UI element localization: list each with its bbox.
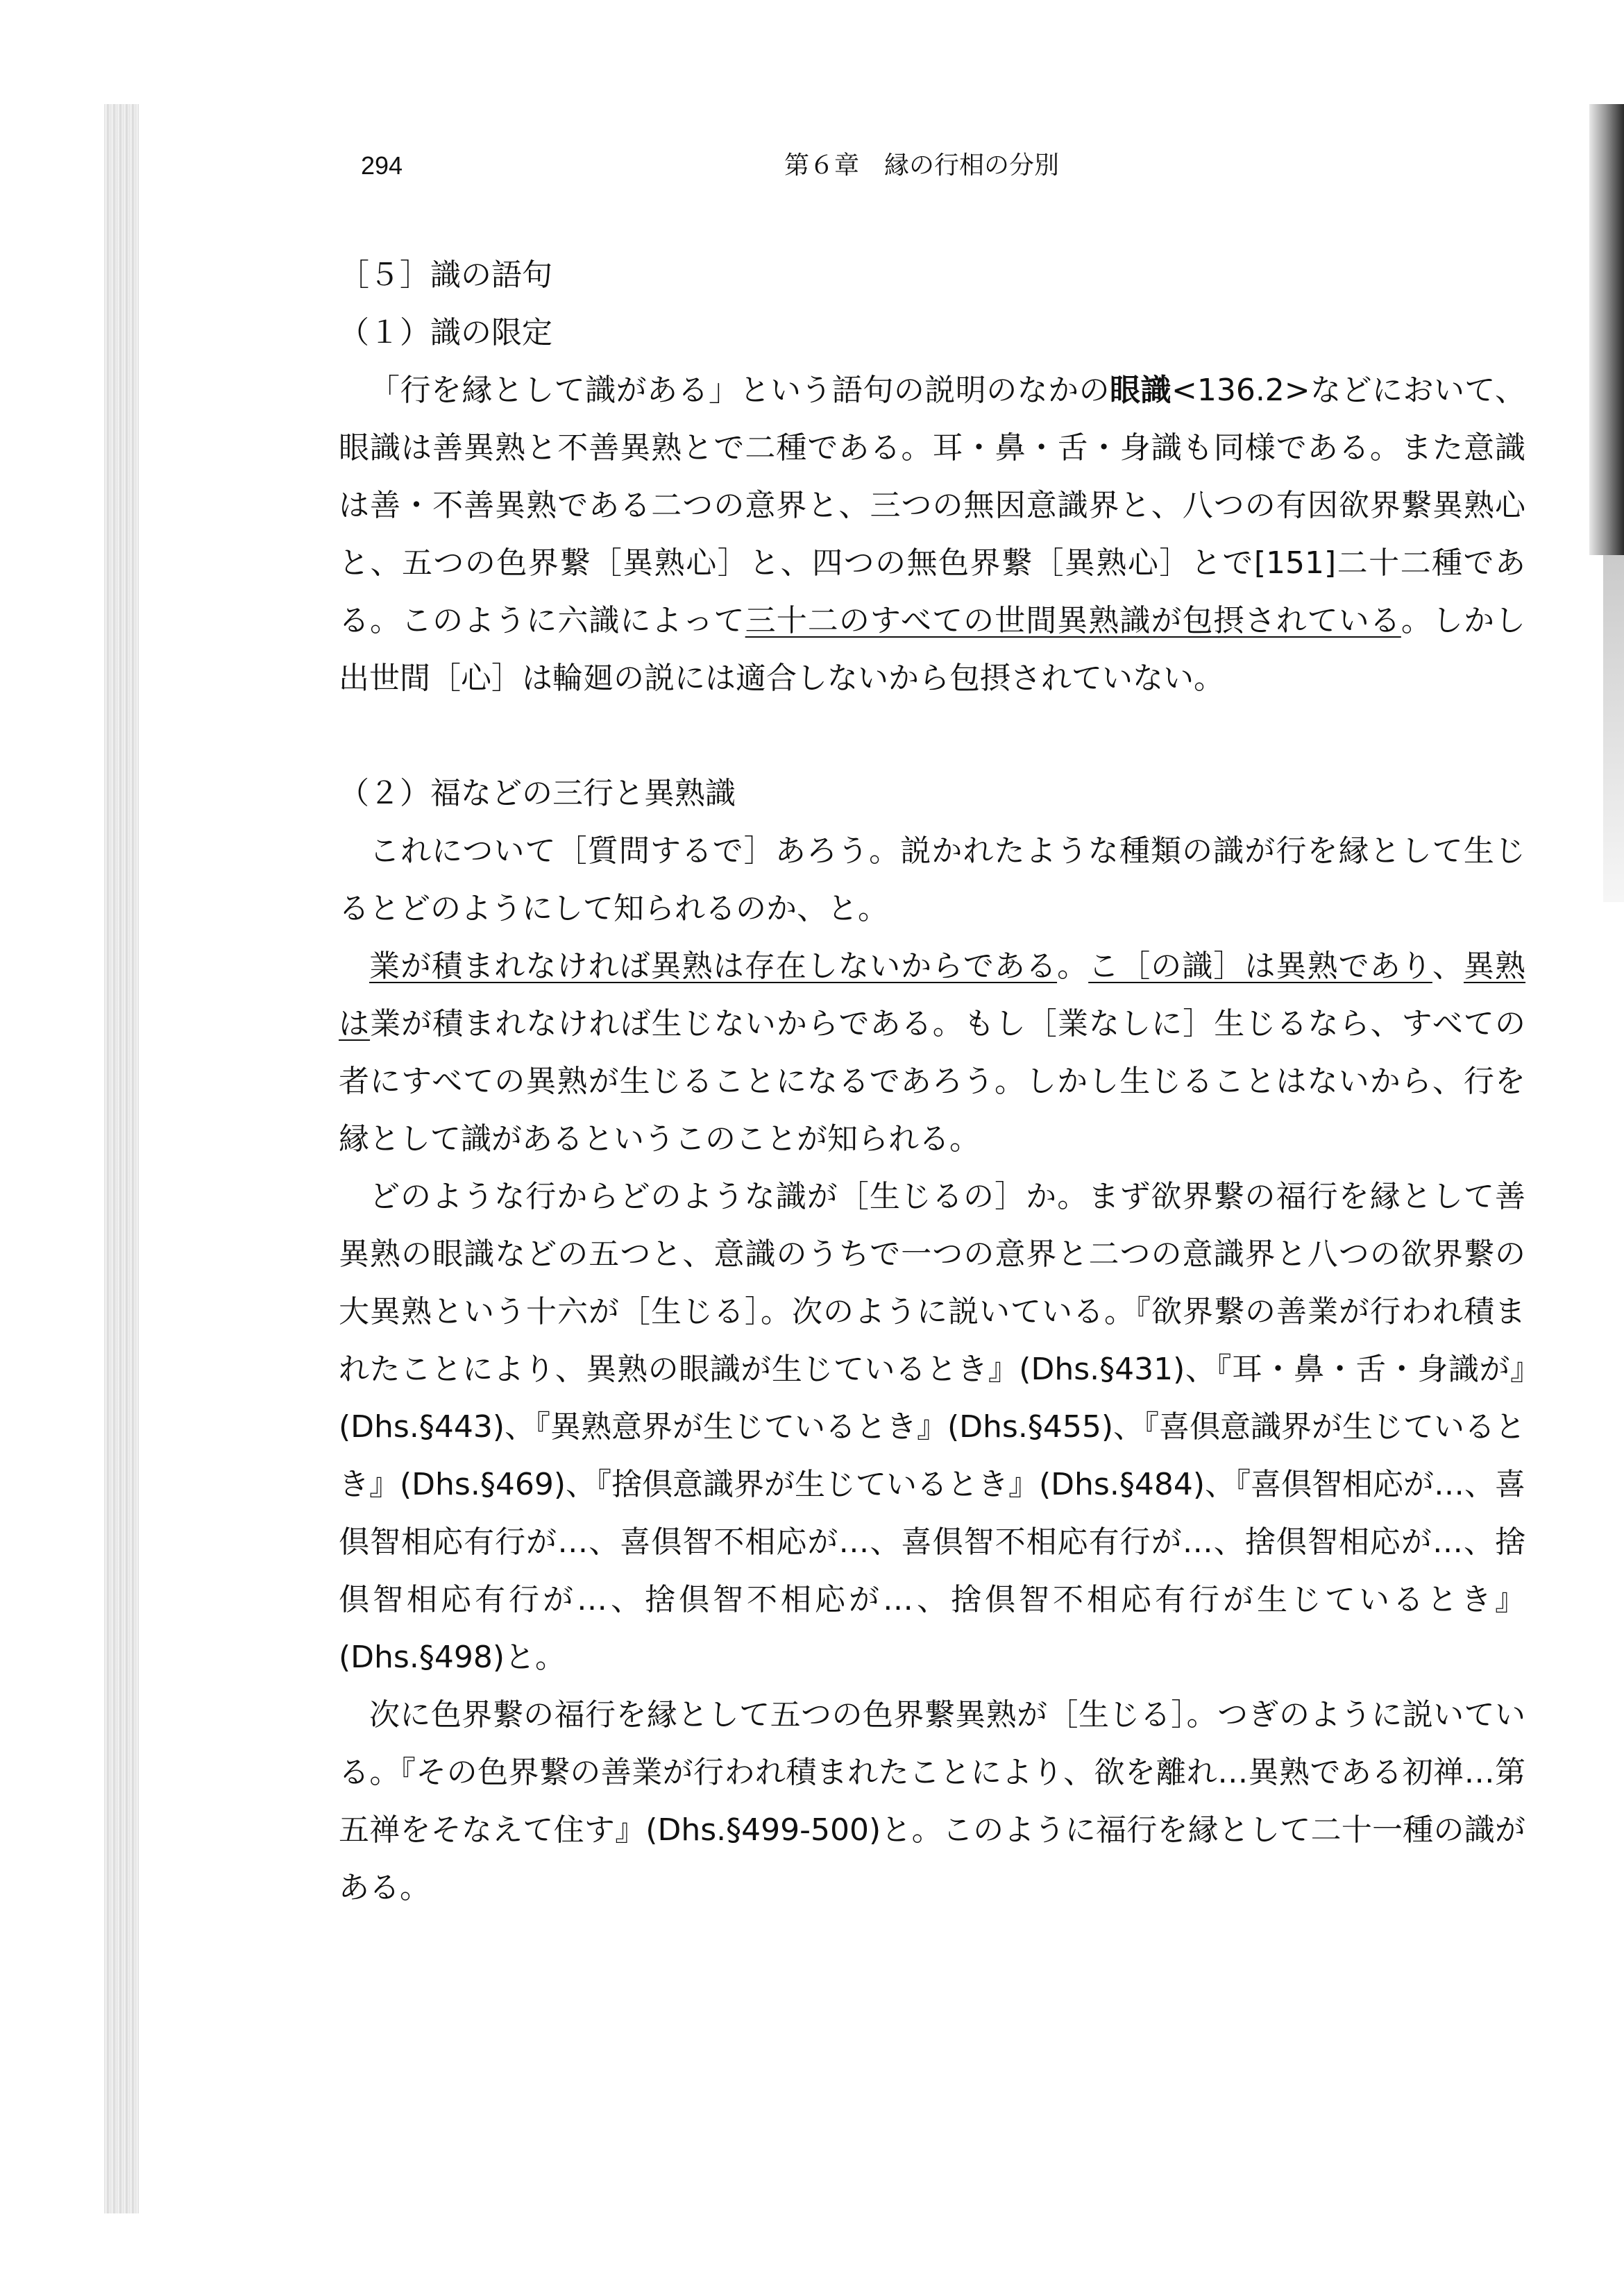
text-run: 、 [1432,949,1464,984]
paragraph-rupavacara: 次に色界繋の福行を縁として五つの色界繋異熟が［生じる］。つぎのように説いている。『その色界繋の善業が行われ積まれたことにより、欲を離れ…異熟である初禅…第五禅をそなえて住す』(Dhs.§499-500)と。このように福行を縁として二十一種の識がある。 [339,1697,1525,1905]
paragraph-question: これについて［質問するで］あろう。説かれたような種類の識が行を縁として生じるとどのようにして知られるのか、と。 [339,833,1525,926]
bold-term: 眼識 [1110,373,1172,408]
page-body [339,246,1525,1916]
page-number: 294 [361,151,403,180]
underlined-phrase: 三十二のすべての世間異熟識が包摂されている [745,603,1401,638]
text-run: 業が積まれなければ生じないからである。もし［業なしに］生じるなら、すべての者にすべての異熟が生じることになるであろう。しかし生じることはないから、行を縁として識があるというこのことが知られる。 [339,1006,1525,1157]
subsection-heading-1: （１）識の限定 [339,315,552,350]
text-run: <136.2>などにおいて、眼識は善異熟と不善異熟とで二種である。耳・鼻・舌・身識も同様である。また意識は善・不善異熟である二つの意界と、三つの無因意識界と、八つの有因欲界繋異熟心と、五つの色界繋［異熟心］と、四つの無色界繋［異熟心］とで[151]二十二種である。このように六識によって [339,373,1526,638]
text-run: 。しかし出世間［心］は輪廻の説には適合しないから包摂されていない。 [339,603,1526,696]
section-heading: ［５］識の語句 [339,257,552,293]
scan-gutter-shadow [104,104,139,2213]
underlined-phrase: 業が積まれなければ異熟は存在しないからである [369,949,1058,984]
running-head: 第６章 縁の行相の分別 [784,151,1060,180]
paragraph-consciousness-scope [339,362,1525,707]
underlined-phrase: こ［の識］は異熟であり [1088,949,1432,984]
section-spacer [339,707,1525,765]
paragraph-answer [339,937,1525,1168]
text-run: 。 [1057,949,1089,984]
paragraph-kamavacara: どのような行からどのような識が［生じるの］か。まず欲界繋の福行を縁として善異熟の眼識などの五つと、意識のうちで一つの意界と二つの意識界と八つの欲界繋の大異熟という十六が［生じる］。次のように説いている。『欲界繋の善業が行われ積まれたことにより、異熟の眼識が生じているとき』(Dhs.§431)、『耳・鼻・舌・身識が』(Dhs.§443)、『異熟意界が生じているとき』(Dhs.§455)、『喜倶意識界が生じているとき』(Dhs.§469)、『捨倶意識界が生じているとき』(Dhs.§484)、『喜倶智相応が…、喜倶智相応有行が…、喜倶智不相応が…、喜倶智不相応有行が…、捨倶智相応が…、捨倶智相応有行が…、捨倶智不相応が…、捨倶智不相応有行が生じているとき』(Dhs.§498)と。 [339,1179,1525,1675]
scan-edge-shadow [1589,104,1624,555]
underlined-phrase: 異熟は [339,949,1526,1041]
scan-edge-fade [1603,555,1624,902]
text-run: 「行を縁として識がある」という語句の説明のなかの [369,373,1110,408]
subsection-heading-2: （２）福などの三行と異熟識 [339,776,736,811]
